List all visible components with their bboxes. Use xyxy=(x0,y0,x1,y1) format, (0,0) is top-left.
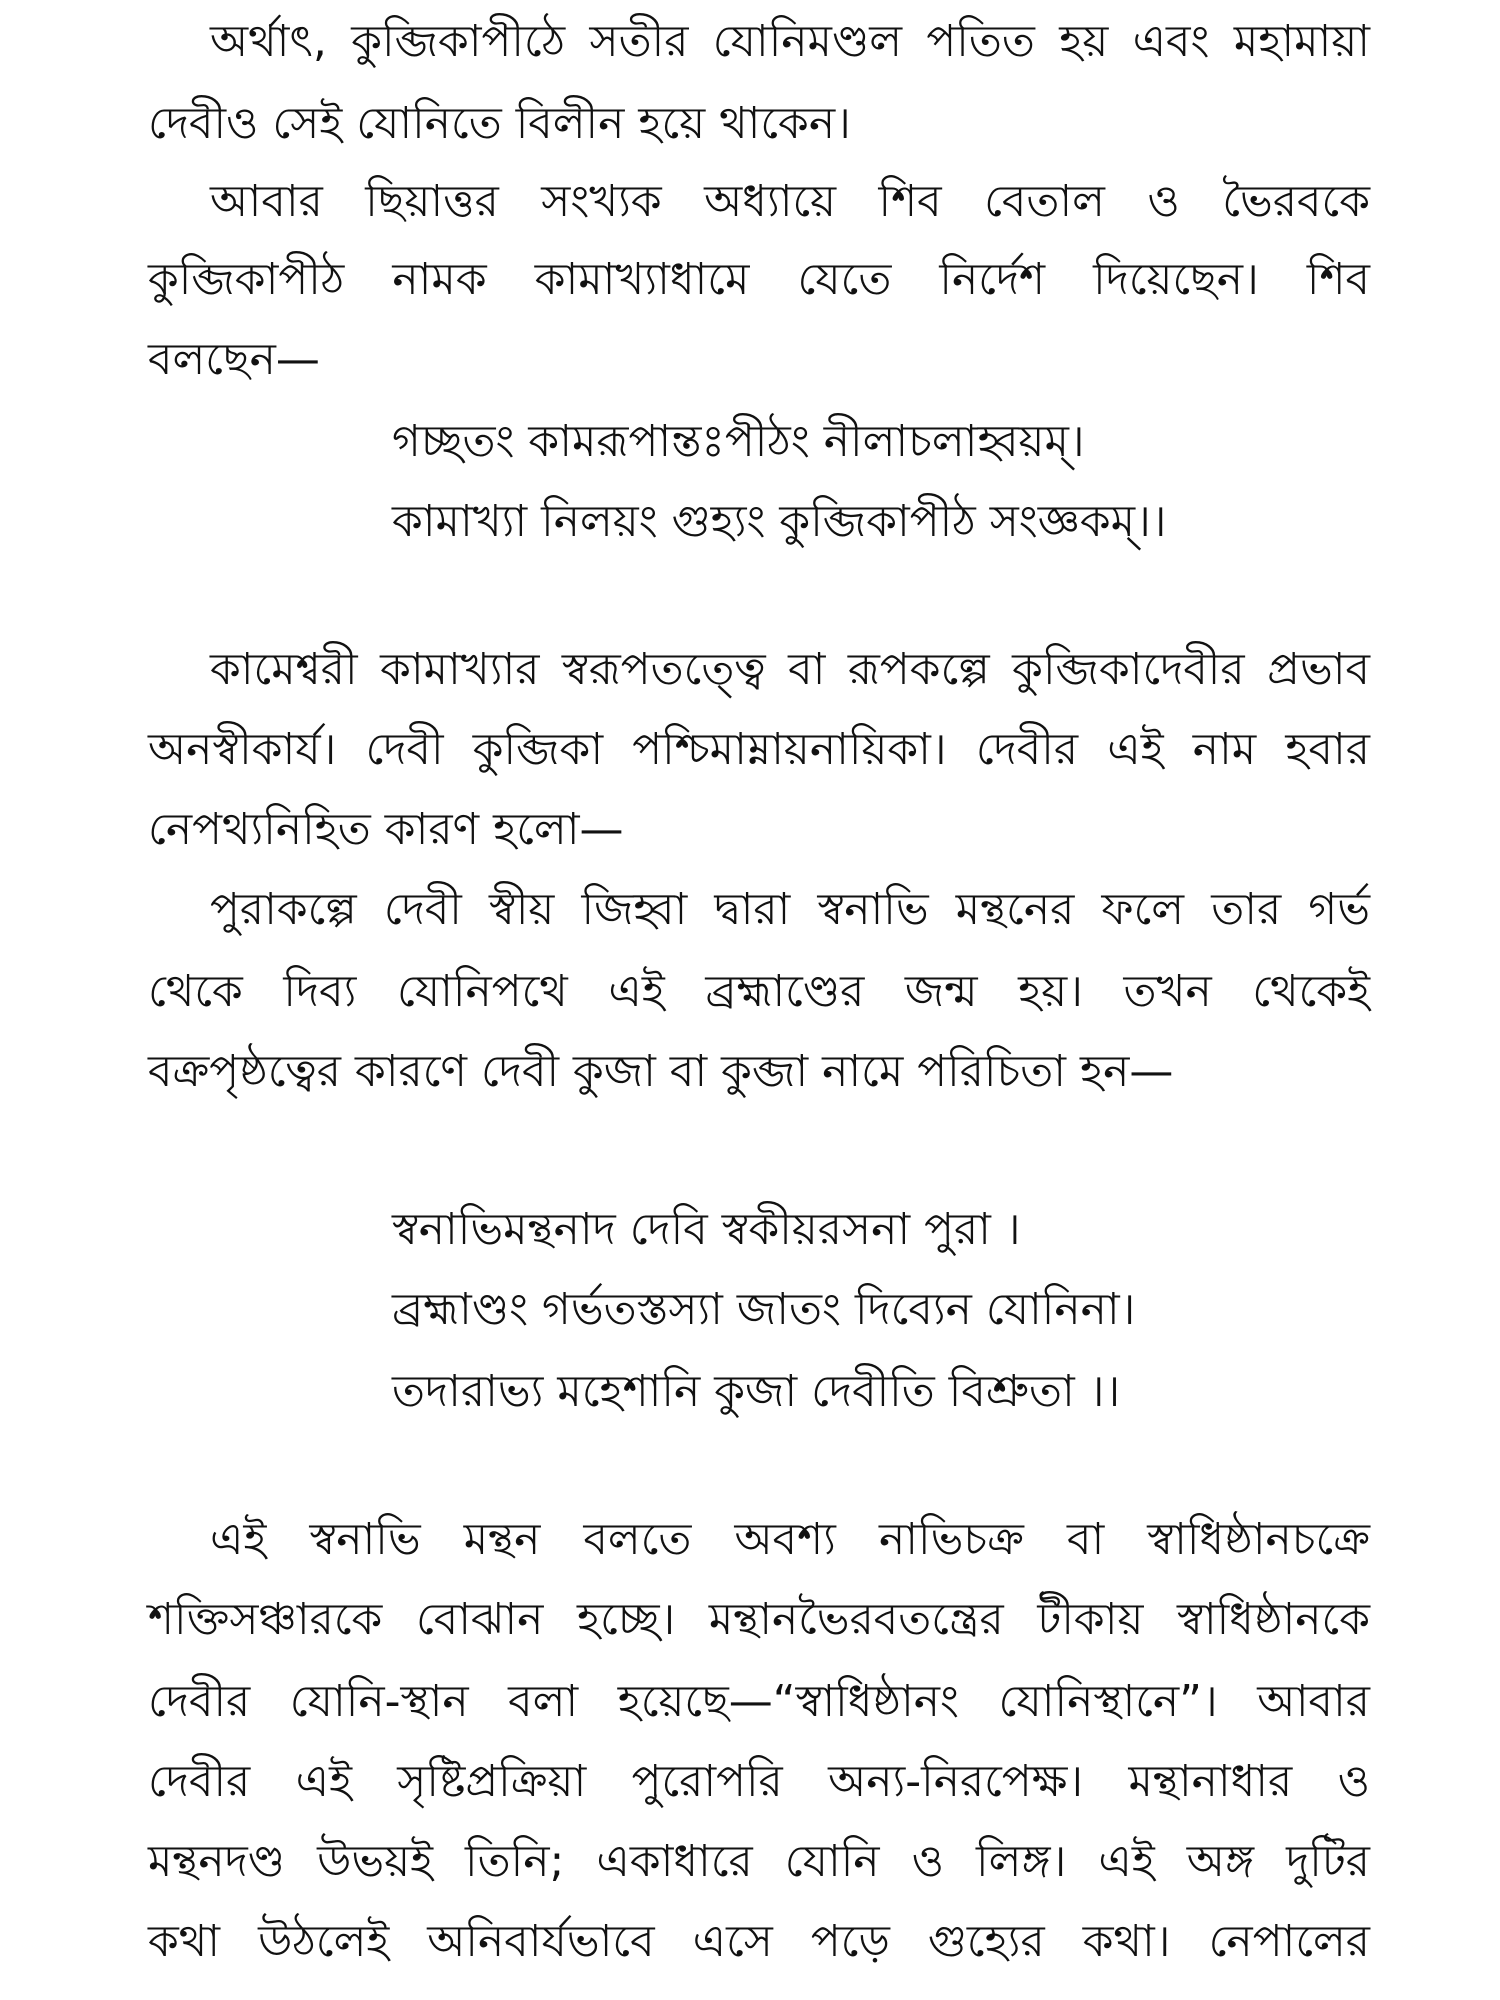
verse-2-line-1: স্বনাভিমন্থনাদ দেবি স্বকীয়রসনা পুরা । xyxy=(392,1204,1021,1255)
paragraph-3-line-1: কামেশ্বরী কামাখ্যার স্বরূপতত্ত্বে বা রূপকল্পে কুব্জিকাদেবীর প্রভাব xyxy=(210,644,1370,695)
paragraph-5-line-5: মন্থনদণ্ড উভয়ই তিনি; একাধারে যোনি ও লিঙ্গ। এই অঙ্গ দুটির xyxy=(148,1836,1370,1887)
paragraph-1-line-2: দেবীও সেই যোনিতে বিলীন হয়ে থাকেন। xyxy=(148,98,851,149)
paragraph-5-line-6: কথা উঠলেই অনিবার্যভাবে এসে পড়ে গুহ্যের কথা। নেপালের xyxy=(148,1916,1370,1967)
paragraph-4-line-1: পুরাকল্পে দেবী স্বীয় জিহ্বা দ্বারা স্বনাভি মন্থনের ফলে তার গর্ভ xyxy=(210,884,1370,935)
verse-1-line-2: কামাখ্যা নিলয়ং গুহ্যং কুব্জিকাপীঠ সংজ্ঞকম্।। xyxy=(392,496,1167,547)
paragraph-5-line-2: শক্তিসঞ্চারকে বোঝান হচ্ছে। মন্থানভৈরবতন্ত্রের টীকায় স্বাধিষ্ঠানকে xyxy=(148,1594,1370,1645)
paragraph-4-line-3: বক্রপৃষ্ঠত্বের কারণে দেবী কুজা বা কুব্জা নামে পরিচিতা হন— xyxy=(148,1046,1174,1097)
paragraph-2-line-2: কুব্জিকাপীঠ নামক কামাখ্যাধামে যেতে নির্দেশ দিয়েছেন। শিব xyxy=(148,254,1370,305)
paragraph-5-line-1: এই স্বনাভি মন্থন বলতে অবশ্য নাভিচক্র বা স্বাধিষ্ঠানচক্রে xyxy=(210,1514,1370,1565)
paragraph-1-line-1: অর্থাৎ, কুব্জিকাপীঠে সতীর যোনিমণ্ডল পতিত হয় এবং মহামায়া xyxy=(210,16,1370,67)
paragraph-3-line-2: অনস্বীকার্য। দেবী কুব্জিকা পশ্চিমাম্নায়নায়িকা। দেবীর এই নাম হবার xyxy=(148,724,1370,775)
paragraph-5-line-4: দেবীর এই সৃষ্টিপ্রক্রিয়া পুরোপরি অন্য-নিরপেক্ষ। মন্থানাধার ও xyxy=(148,1756,1370,1807)
verse-2-line-3: তদারাভ্য মহেশানি কুজা দেবীতি বিশ্রুতা ।। xyxy=(392,1366,1121,1417)
paragraph-2-line-1: আবার ছিয়াত্তর সংখ্যক অধ্যায়ে শিব বেতাল ও ভৈরবকে xyxy=(210,176,1370,227)
paragraph-5-line-3: দেবীর যোনি-স্থান বলা হয়েছে—“স্বাধিষ্ঠানং যোনিস্থানে”। আবার xyxy=(148,1676,1370,1727)
verse-2-line-2: ব্রহ্মাণ্ডং গর্ভতস্তস্যা জাতং দিব্যেন যোনিনা। xyxy=(392,1284,1136,1335)
paragraph-4-line-2: থেকে দিব্য যোনিপথে এই ব্রহ্মাণ্ডের জন্ম হয়। তখন থেকেই xyxy=(148,966,1370,1017)
paragraph-3-line-3: নেপথ্যনিহিত কারণ হলো— xyxy=(148,804,624,855)
paragraph-2-line-3: বলছেন— xyxy=(148,334,320,385)
verse-1-line-1: গচ্ছতং কামরূপান্তঃপীঠং নীলাচলাহ্বয়ম্। xyxy=(392,416,1085,467)
